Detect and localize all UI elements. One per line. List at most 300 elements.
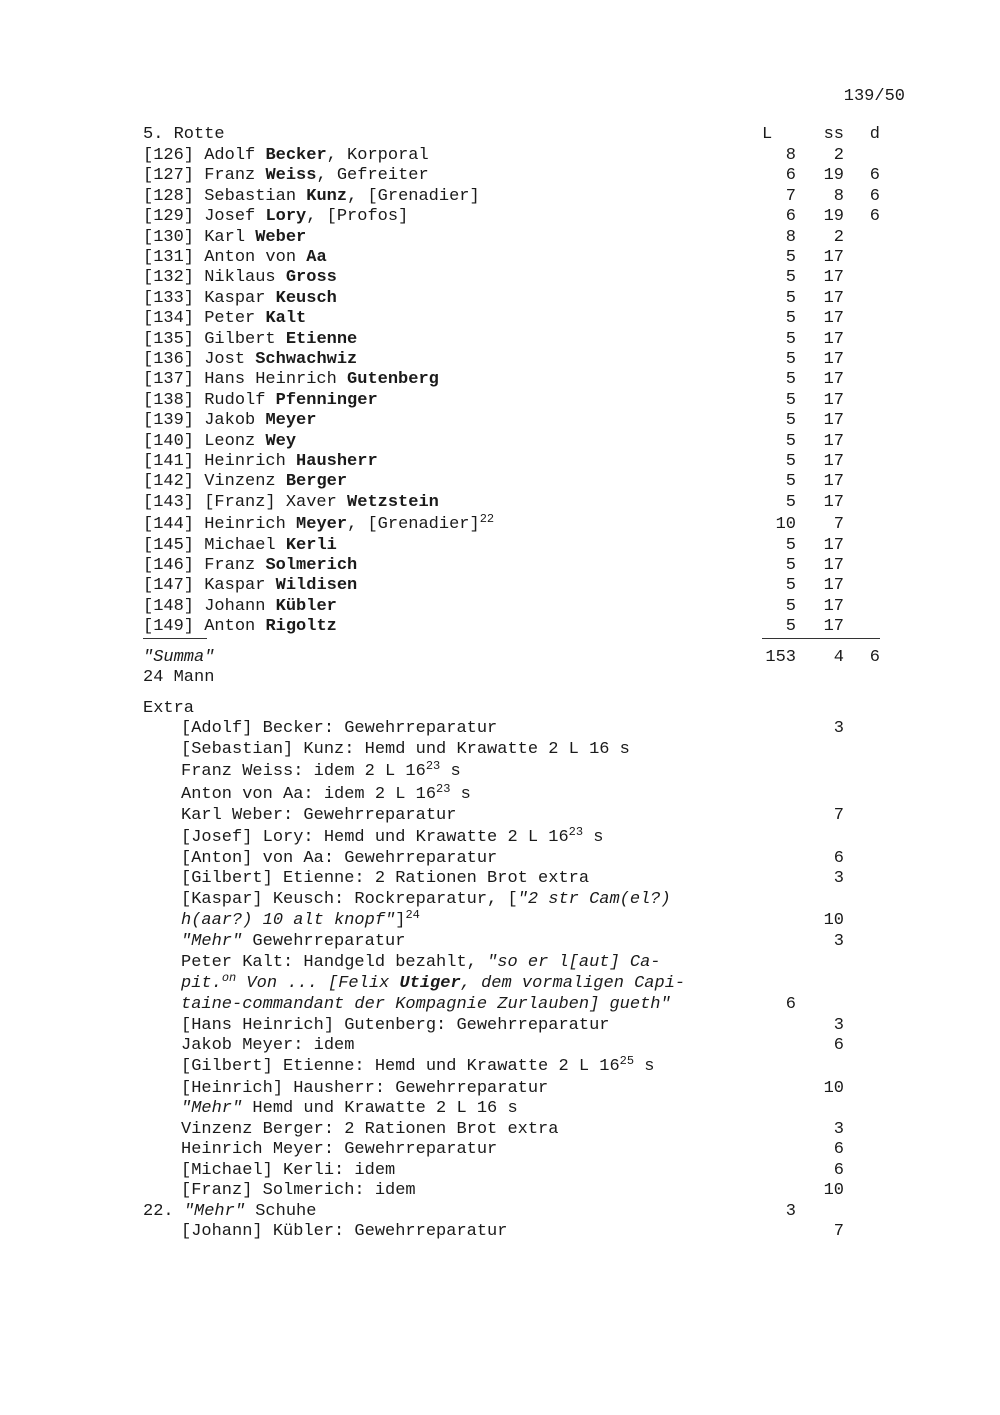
extra-text: ] xyxy=(395,911,406,930)
amount-ss: 3 xyxy=(833,719,844,738)
amount-ss: 17 xyxy=(823,492,844,512)
extra-description xyxy=(181,1120,558,1140)
extra-text-italic: h(aar?) 10 alt knopf" xyxy=(181,911,396,930)
extra-text: [Hans Heinrich] Gutenberg: Gewehrreparatur xyxy=(181,1016,610,1035)
footnote-ref: 23 xyxy=(568,825,584,839)
amount-ss: 10 xyxy=(823,1181,844,1200)
amount-l: 6 xyxy=(785,207,796,227)
extra-text: [Adolf] Becker: Gewehrreparatur xyxy=(181,719,498,738)
roster-surname: Keusch xyxy=(275,288,337,308)
col-header-l: L xyxy=(762,125,773,144)
col-header-ss: ss xyxy=(823,125,844,144)
roster-first-name: Peter xyxy=(204,309,256,329)
roster-surname: Meyer xyxy=(296,515,348,535)
roster-surname: Lory xyxy=(265,207,307,227)
extra-text: s xyxy=(583,828,604,847)
roster-surname: Gross xyxy=(285,268,337,288)
extra-text: Peter Kalt: Handgeld bezahlt, xyxy=(181,953,488,972)
roster-first-name: Jost xyxy=(204,350,246,369)
amount-ss: 7 xyxy=(833,1222,844,1241)
roster-row xyxy=(0,228,1000,248)
roster-first-name: Leonz xyxy=(204,431,256,451)
amount-l: 3 xyxy=(785,1202,796,1221)
amount-ss: 3 xyxy=(833,932,844,951)
amount-ss: 17 xyxy=(823,350,844,369)
extra-description xyxy=(181,740,630,760)
amount-l: 6 xyxy=(785,995,796,1014)
extra-description xyxy=(181,1036,354,1056)
extra-description xyxy=(181,1016,609,1036)
roster-entry xyxy=(143,597,337,617)
extra-description xyxy=(181,932,405,952)
roster-entry xyxy=(143,330,357,350)
roster-row xyxy=(0,452,1000,472)
roster-number: [137] xyxy=(143,370,195,390)
page-number: 139/50 xyxy=(843,87,905,106)
extra-description xyxy=(181,759,461,782)
sum-rule xyxy=(762,638,880,639)
roster-entry xyxy=(143,472,347,492)
roster-number: [134] xyxy=(143,309,195,329)
extra-row xyxy=(0,1054,1000,1077)
amount-l: 5 xyxy=(785,556,796,575)
extra-text: Anton von Aa: idem 2 L 16 xyxy=(181,785,437,804)
amount-ss: 17 xyxy=(823,556,844,575)
extra-text: [Kaspar] Keusch: Rockreparatur, [ xyxy=(181,890,518,909)
amount-ss: 17 xyxy=(823,431,844,451)
extra-description xyxy=(181,995,671,1015)
summa-l: 153 xyxy=(765,648,796,667)
amount-ss: 17 xyxy=(823,617,844,637)
roster-number: [145] xyxy=(143,535,195,555)
roster-first-name: Heinrich xyxy=(204,452,286,471)
amount-ss: 17 xyxy=(823,411,844,431)
roster-first-name: Franz xyxy=(204,166,256,186)
extra-row xyxy=(0,1161,1000,1181)
extra-text: [Franz] Solmerich: idem xyxy=(181,1181,416,1200)
roster-row xyxy=(0,472,1000,492)
roster-number: [146] xyxy=(143,556,195,575)
roster-row xyxy=(0,512,1000,535)
roster-row xyxy=(0,576,1000,596)
extra-row xyxy=(0,1202,1000,1222)
roster-rank: , Korporal xyxy=(326,146,429,165)
roster-row xyxy=(0,536,1000,556)
extra-text: [Gilbert] Etienne: 2 Rationen Brot extra xyxy=(181,869,590,888)
roster-surname: Weber xyxy=(255,227,307,247)
roster-underline xyxy=(143,638,207,639)
roster-surname: Solmerich xyxy=(265,556,358,575)
amount-l: 7 xyxy=(785,186,796,206)
summa-label: "Summa" xyxy=(143,648,215,667)
roster-row xyxy=(0,166,1000,186)
extra-row xyxy=(0,1222,1000,1242)
roster-entry xyxy=(143,512,495,535)
extra-description xyxy=(181,1079,548,1099)
summa-row xyxy=(0,648,1000,668)
roster-first-name: Johann xyxy=(204,596,266,616)
roster-entry xyxy=(143,556,357,576)
extra-description xyxy=(143,1202,316,1222)
amount-ss: 3 xyxy=(833,1016,844,1035)
roster-entry xyxy=(143,248,327,268)
amount-ss: 17 xyxy=(823,452,844,471)
amount-l: 5 xyxy=(785,492,796,512)
roster-number: [142] xyxy=(143,472,195,492)
amount-ss: 6 xyxy=(833,1161,844,1180)
roster-number: [140] xyxy=(143,431,195,451)
roster-surname: Becker xyxy=(265,146,327,165)
roster-first-name: Anton xyxy=(204,617,256,637)
extra-text-italic: , dem vormaligen Capi- xyxy=(460,974,686,993)
roster-row xyxy=(0,391,1000,411)
amount-ss: 19 xyxy=(823,207,844,227)
extra-row xyxy=(0,759,1000,782)
extra-description xyxy=(181,971,686,994)
extra-description xyxy=(181,849,497,869)
amount-ss: 17 xyxy=(823,288,844,308)
amount-ss: 17 xyxy=(823,596,844,616)
men-count: 24 Mann xyxy=(143,668,215,687)
extra-row xyxy=(0,849,1000,869)
amount-l: 5 xyxy=(785,596,796,616)
roster-row xyxy=(0,411,1000,431)
roster-row xyxy=(0,207,1000,227)
extra-text: 22. xyxy=(143,1202,184,1221)
extra-row xyxy=(0,890,1000,910)
extra-description xyxy=(181,1222,507,1242)
roster-first-name: Gilbert xyxy=(204,329,276,349)
amount-l: 5 xyxy=(785,268,796,288)
extra-text: Gewehrreparatur xyxy=(242,932,406,951)
extra-text: s xyxy=(634,1057,655,1076)
roster-number: [127] xyxy=(143,166,195,186)
amount-l: 5 xyxy=(785,350,796,369)
roster-surname: Hausherr xyxy=(296,452,378,471)
roster-first-name: Kaspar xyxy=(204,288,266,308)
extra-row xyxy=(0,1140,1000,1160)
roster-surname: Kübler xyxy=(275,596,337,616)
section-header-row xyxy=(0,125,1000,145)
roster-entry xyxy=(143,228,306,248)
amount-l: 5 xyxy=(785,576,796,596)
roster-number: [132] xyxy=(143,268,195,288)
roster-row xyxy=(0,146,1000,166)
extra-text: Jakob Meyer: idem xyxy=(181,1036,355,1055)
roster-entry xyxy=(143,411,316,431)
roster-number: [130] xyxy=(143,227,195,247)
amount-ss: 6 xyxy=(833,849,844,868)
roster-first-name: Hans Heinrich xyxy=(204,370,337,390)
amount-l: 5 xyxy=(785,617,796,637)
roster-rank: , [Grenadier] xyxy=(347,515,480,535)
extra-row xyxy=(0,782,1000,805)
roster-number: [148] xyxy=(143,596,195,616)
roster-first-name: Niklaus xyxy=(204,268,276,288)
roster-number: [128] xyxy=(143,186,195,206)
roster-row xyxy=(0,268,1000,288)
extra-text: [Gilbert] Etienne: Hemd und Krawatte 2 L 16 xyxy=(181,1057,620,1076)
roster-entry xyxy=(143,576,357,596)
men-count-row xyxy=(0,668,1000,688)
roster-number: [143] xyxy=(143,492,195,512)
extra-row xyxy=(0,1181,1000,1201)
extra-text-italic: "2 str Cam(el?) xyxy=(517,890,671,909)
extra-title-row xyxy=(0,699,1000,719)
extra-description xyxy=(181,953,661,973)
roster-row xyxy=(0,309,1000,329)
roster-first-name: Michael xyxy=(204,535,276,555)
roster-surname: Pfenninger xyxy=(275,390,378,410)
roster-entry xyxy=(143,391,378,411)
roster-surname: Weiss xyxy=(265,166,317,186)
roster-surname: Kunz xyxy=(306,186,348,206)
extra-text-italic: taine-commandant der Kompagnie Zurlauben] gueth" xyxy=(181,995,671,1014)
roster-surname: Meyer xyxy=(265,411,317,431)
roster-first-name: Anton von xyxy=(204,248,297,267)
amount-ss: 17 xyxy=(823,309,844,329)
roster-row xyxy=(0,187,1000,207)
roster-first-name: [Franz] Xaver xyxy=(204,492,337,512)
amount-ss: 17 xyxy=(823,268,844,288)
roster-surname: Berger xyxy=(285,472,348,492)
amount-l: 5 xyxy=(785,452,796,471)
roster-entry xyxy=(143,146,429,166)
extra-description xyxy=(181,719,497,739)
extra-text: Hemd und Krawatte 2 L 16 s xyxy=(242,1099,518,1118)
roster-surname: Schwachwiz xyxy=(255,350,358,369)
roster-row xyxy=(0,350,1000,370)
extra-row xyxy=(0,932,1000,952)
extra-description xyxy=(181,1181,416,1201)
amount-d: 6 xyxy=(869,166,880,186)
roster-first-name: Karl xyxy=(204,227,246,247)
extra-description xyxy=(181,806,456,826)
roster-entry xyxy=(143,187,480,207)
amount-ss: 7 xyxy=(833,806,844,825)
extra-description xyxy=(181,1140,497,1160)
amount-ss: 6 xyxy=(833,1140,844,1159)
amount-l: 5 xyxy=(785,248,796,267)
amount-l: 10 xyxy=(775,515,796,535)
amount-ss: 7 xyxy=(833,515,844,535)
extra-text: Karl Weber: Gewehrreparatur xyxy=(181,806,457,825)
footnote-ref: 24 xyxy=(405,908,420,922)
extra-text-italic: "Mehr" xyxy=(181,1099,243,1118)
roster-row xyxy=(0,289,1000,309)
roster-first-name: Franz xyxy=(204,556,256,575)
amount-l: 5 xyxy=(785,329,796,349)
amount-l: 8 xyxy=(785,146,796,165)
roster-number: [136] xyxy=(143,350,195,369)
extra-description xyxy=(181,1099,518,1119)
roster-number: [138] xyxy=(143,390,195,410)
roster-first-name: Heinrich xyxy=(204,515,286,535)
extra-description xyxy=(181,869,589,889)
roster-number: [141] xyxy=(143,452,195,471)
roster-entry xyxy=(143,350,357,370)
extra-row xyxy=(0,1120,1000,1140)
footnote-ref: 23 xyxy=(425,759,441,773)
amount-ss: 10 xyxy=(823,1079,844,1098)
roster-entry xyxy=(143,452,378,472)
roster-row xyxy=(0,597,1000,617)
extra-row xyxy=(0,953,1000,973)
roster-entry xyxy=(143,309,306,329)
roster-entry xyxy=(143,617,337,637)
extra-text: [Sebastian] Kunz: Hemd und Krawatte 2 L 16 s xyxy=(181,740,630,759)
extra-description xyxy=(181,908,420,931)
extra-text-italic: "so er l[aut] Ca- xyxy=(487,953,661,972)
amount-l: 5 xyxy=(785,309,796,329)
extra-text: s xyxy=(450,785,471,804)
amount-l: 5 xyxy=(785,370,796,390)
roster-entry xyxy=(143,289,337,309)
roster-row xyxy=(0,617,1000,637)
extra-text: Vinzenz Berger: 2 Rationen Brot extra xyxy=(181,1120,559,1139)
roster-first-name: Adolf xyxy=(204,146,256,165)
extra-row xyxy=(0,825,1000,848)
extra-row xyxy=(0,1016,1000,1036)
extra-description xyxy=(181,1054,655,1077)
amount-ss: 2 xyxy=(833,227,844,247)
amount-ss: 17 xyxy=(823,248,844,267)
extra-text: [Anton] von Aa: Gewehrreparatur xyxy=(181,849,498,868)
summa-d: 6 xyxy=(869,648,880,667)
roster-surname: Wildisen xyxy=(275,576,358,596)
roster-row xyxy=(0,330,1000,350)
amount-ss: 8 xyxy=(833,186,844,206)
extra-text-italic: "Mehr" xyxy=(183,1202,246,1221)
roster-surname: Etienne xyxy=(285,329,358,349)
roster-number: [129] xyxy=(143,207,195,227)
roster-entry xyxy=(143,370,439,390)
roster-first-name: Rudolf xyxy=(204,390,266,410)
amount-l: 5 xyxy=(785,431,796,451)
roster-entry xyxy=(143,166,429,186)
extra-row xyxy=(0,869,1000,889)
roster-row xyxy=(0,248,1000,268)
roster-entry xyxy=(143,268,337,288)
roster-rank: , [Profos] xyxy=(306,207,409,227)
extra-text-italic: "Mehr" xyxy=(181,932,243,951)
roster-number: [133] xyxy=(143,288,195,308)
superscript-text: on xyxy=(221,971,237,985)
amount-ss: 17 xyxy=(823,390,844,410)
amount-ss: 6 xyxy=(833,1036,844,1055)
amount-l: 5 xyxy=(785,535,796,555)
summa-ss: 4 xyxy=(833,648,844,667)
section-title: 5. Rotte xyxy=(143,125,225,144)
roster-surname: Kalt xyxy=(265,309,307,329)
extra-text: [Michael] Kerli: idem xyxy=(181,1161,396,1180)
roster-entry xyxy=(143,536,337,556)
roster-surname: Aa xyxy=(306,248,327,267)
extra-row xyxy=(0,1099,1000,1119)
roster-surname: Wey xyxy=(265,431,297,451)
extra-row xyxy=(0,1079,1000,1099)
amount-ss: 10 xyxy=(823,911,844,930)
extra-text-italic: Von ... [Felix xyxy=(236,974,400,993)
extra-row xyxy=(0,806,1000,826)
roster-surname: Rigoltz xyxy=(265,617,337,637)
roster-number: [144] xyxy=(143,515,195,535)
roster-number: [126] xyxy=(143,146,195,165)
extra-text-bold-italic: Utiger xyxy=(399,974,461,993)
extra-title: Extra xyxy=(143,699,195,718)
roster-row xyxy=(0,493,1000,513)
extra-description xyxy=(181,782,471,805)
amount-d: 6 xyxy=(869,186,880,206)
amount-ss: 17 xyxy=(823,576,844,596)
roster-entry xyxy=(143,493,439,513)
roster-number: [147] xyxy=(143,576,195,596)
roster-first-name: Josef xyxy=(204,207,256,227)
roster-row xyxy=(0,370,1000,390)
amount-ss: 3 xyxy=(833,869,844,888)
extra-row xyxy=(0,995,1000,1015)
roster-surname: Gutenberg xyxy=(347,370,439,390)
roster-number: [135] xyxy=(143,329,195,349)
roster-row xyxy=(0,556,1000,576)
footnote-ref: 25 xyxy=(619,1054,635,1068)
amount-ss: 3 xyxy=(833,1120,844,1139)
extra-text-italic: pit. xyxy=(181,974,222,993)
roster-rank: , [Grenadier] xyxy=(347,186,480,206)
extra-row xyxy=(0,1036,1000,1056)
amount-l: 8 xyxy=(785,227,796,247)
amount-ss: 19 xyxy=(823,166,844,186)
footnote-ref: 22 xyxy=(479,512,495,527)
roster-first-name: Sebastian xyxy=(204,186,297,206)
extra-text: Heinrich Meyer: Gewehrreparatur xyxy=(181,1140,498,1159)
roster-entry xyxy=(143,432,296,452)
amount-ss: 17 xyxy=(823,329,844,349)
amount-ss: 17 xyxy=(823,472,844,492)
extra-description xyxy=(181,1161,395,1181)
roster-surname: Wetzstein xyxy=(347,492,439,512)
extra-row xyxy=(0,740,1000,760)
footnote-ref: 23 xyxy=(436,782,451,796)
roster-first-name: Kaspar xyxy=(204,576,266,596)
amount-l: 5 xyxy=(785,411,796,431)
roster-rank: , Gefreiter xyxy=(316,166,429,186)
extra-text: [Josef] Lory: Hemd und Krawatte 2 L 16 xyxy=(181,828,569,847)
extra-text: Schuhe xyxy=(245,1202,317,1221)
extra-text: s xyxy=(440,762,461,781)
roster-first-name: Jakob xyxy=(204,411,256,431)
extra-text: Franz Weiss: idem 2 L 16 xyxy=(181,762,426,781)
extra-row xyxy=(0,971,1000,994)
amount-l: 5 xyxy=(785,472,796,492)
extra-row xyxy=(0,719,1000,739)
extra-text: [Heinrich] Hausherr: Gewehrreparatur xyxy=(181,1079,549,1098)
amount-ss: 17 xyxy=(823,370,844,390)
roster-number: [149] xyxy=(143,617,195,637)
roster-row xyxy=(0,432,1000,452)
roster-entry xyxy=(143,207,408,227)
amount-l: 5 xyxy=(785,288,796,308)
amount-ss: 17 xyxy=(823,535,844,555)
roster-first-name: Vinzenz xyxy=(204,472,276,492)
amount-ss: 2 xyxy=(833,146,844,165)
extra-text: [Johann] Kübler: Gewehrreparatur xyxy=(181,1222,508,1241)
amount-l: 6 xyxy=(785,166,796,186)
roster-number: [131] xyxy=(143,248,195,267)
extra-row xyxy=(0,908,1000,931)
extra-description xyxy=(181,890,671,910)
roster-number: [139] xyxy=(143,411,195,431)
